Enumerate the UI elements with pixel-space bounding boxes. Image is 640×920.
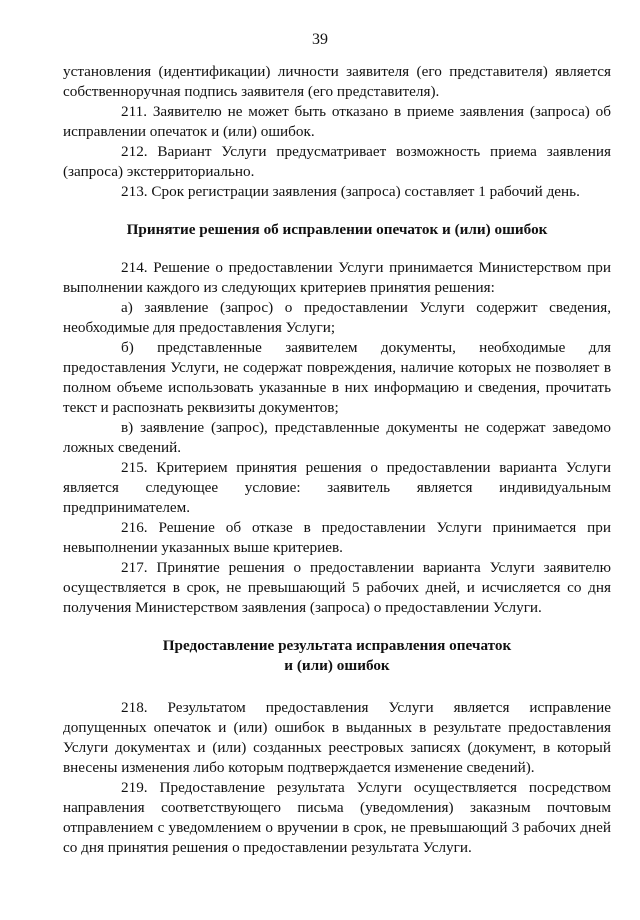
paragraph-214: 214. Решение о предоставлении Услуги принимается Министерством при выполнении каждого из следующих критериев принятия решения:: [63, 259, 611, 296]
paragraph-219: 219. Предоставление результата Услуги осуществляется посредством направления соответствующего письма (уведомления) заказным почтовым отправлением с уведомлением о вручении в срок, не превышающий 3 рабочих дней со дня принятия решения о предоставлении результата Услуги.: [63, 779, 611, 856]
paragraph-215: 215. Критерием принятия решения о предоставлении варианта Услуги является следующее условие: заявитель является индивидуальным предпринимателем.: [63, 459, 611, 516]
section-heading-decision: Принятие решения об исправлении опечаток и (или) ошибок: [126, 221, 548, 238]
paragraph-continuation: установления (идентификации) личности заявителя (его представителя) является собственноручная подпись заявителя (его представителя).: [63, 63, 611, 100]
paragraph-217: 217. Принятие решения о предоставлении варианта Услуги заявителю осуществляется в срок, не превышающий 5 рабочих дней, и исчисляется со дня получения Министерством заявления (запроса) о предоставлении Услуги.: [63, 559, 611, 616]
paragraph-213: 213. Срок регистрации заявления (запроса) составляет 1 рабочий день.: [121, 183, 580, 200]
paragraph-216: 216. Решение об отказе в предоставлении Услуги принимается при невыполнении указанных выше критериев.: [63, 519, 611, 556]
section-heading-result-line2: и (или) ошибок: [284, 657, 390, 674]
paragraph-214-v: в) заявление (запрос), представленные документы не содержат заведомо ложных сведений.: [63, 419, 611, 456]
section-heading-result: [63, 636, 611, 676]
section-heading-result-line1: Предоставление результата исправления опечаток: [162, 637, 512, 654]
document-body: [63, 62, 611, 858]
paragraph-214-a: а) заявление (запрос) о предоставлении Услуги содержит сведения, необходимые для предоставления Услуги;: [63, 299, 611, 336]
paragraph-214-b: б) представленные заявителем документы, необходимые для предоставления Услуги, не содержат повреждения, наличие которых не позволяет в полном объеме использовать указанные в них информацию и сведения, прочитать текст и распознать реквизиты документов;: [63, 339, 611, 416]
page-number: 39: [312, 31, 328, 48]
paragraph-212: 212. Вариант Услуги предусматривает возможность приема заявления (запроса) экстерриториально.: [63, 143, 611, 180]
paragraph-218: 218. Результатом предоставления Услуги является исправление допущенных опечаток и (или) ошибок в выданных в результате предоставления Услуги документах и (или) созданных реестровых записях (документ, в который внесены изменения либо которым подтверждается изменение сведений).: [63, 699, 611, 776]
paragraph-211: 211. Заявителю не может быть отказано в приеме заявления (запроса) об исправлении опечаток и (или) ошибок.: [63, 103, 611, 140]
